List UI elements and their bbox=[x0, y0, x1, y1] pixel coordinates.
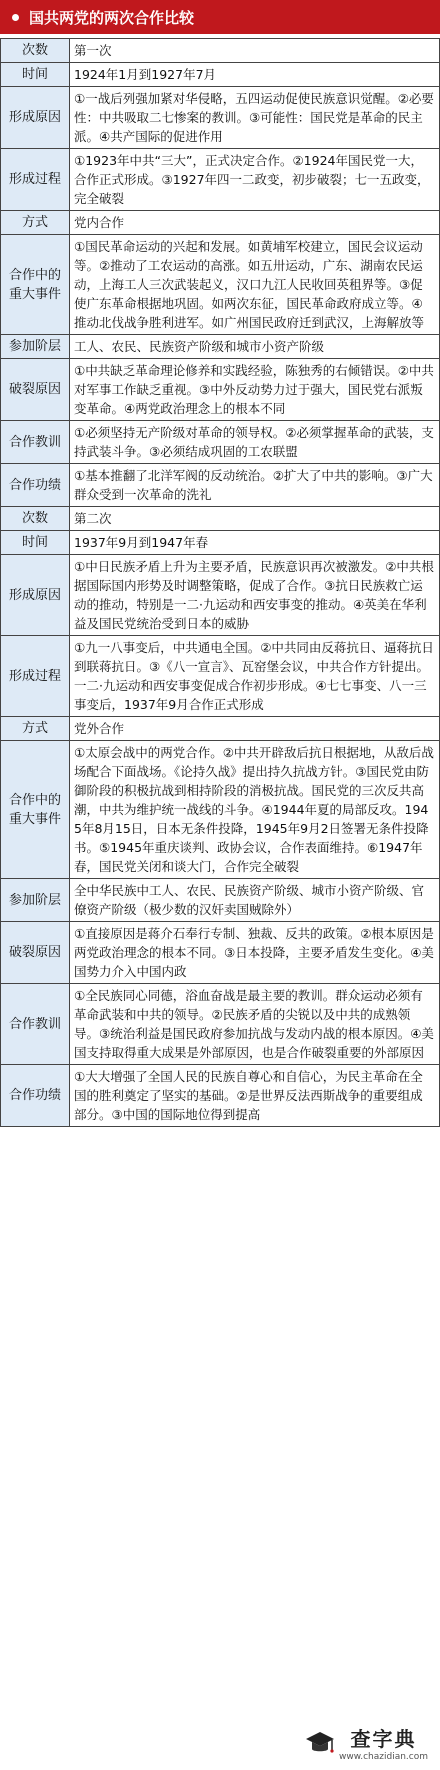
table-row bbox=[1, 335, 440, 359]
row-label: 时间 bbox=[1, 63, 70, 87]
table-row bbox=[1, 717, 440, 741]
row-value: 党外合作 bbox=[70, 717, 440, 741]
table-row bbox=[1, 211, 440, 235]
table-row bbox=[1, 149, 440, 211]
table-row bbox=[1, 741, 440, 879]
row-value: ①太原会战中的两党合作。②中共开辟敌后抗日根据地，从敌后战场配合下面战场。《论持久战》提出持久抗战方针。③国民党由防御阶段的积极抗战到相持阶段的消极抗战。国民党的三次反共高潮，中共为维护统一战线的斗争。④1944年夏的局部反攻。1945年8月15日，日本无条件投降，1945年9月2日签署无条件投降书。⑤1945年重庆谈判、政协会议，合作表面维持。⑥1947年春，国民党关闭和谈大门，合作完全破裂 bbox=[70, 741, 440, 879]
row-value: ①全民族同心同德，浴血奋战是最主要的教训。群众运动必须有革命武装和中共的领导。②民族矛盾的尖锐以及中共的成熟领导。③统治利益是国民政府参加抗战与发动内战的根本原因。④美国支持取得重大成果是外部原因，也是合作破裂重要的外部原因 bbox=[70, 984, 440, 1065]
table-body bbox=[1, 39, 440, 1127]
row-label: 形成过程 bbox=[1, 149, 70, 211]
row-value: ①国民革命运动的兴起和发展。如黄埔军校建立，国民会议运动等。②推动了工农运动的高涨。如五卅运动，广东、湖南农民运动，上海工人三次武装起义，汉口九江人民收回英租界等。③促使广东革命根据地巩固。如两次东征，国民革命政府成立等。④推动北伐战争胜利进军。如广州国民政府迁到武汉，上海解放等 bbox=[70, 235, 440, 335]
row-label: 合作中的重大事件 bbox=[1, 741, 70, 879]
graduation-cap-icon bbox=[305, 1728, 335, 1758]
row-value: ①大大增强了全国人民的民族自尊心和自信心，为民主革命在全国的胜利奠定了坚实的基础。②是世界反法西斯战争的重要组成部分。③中国的国际地位得到提高 bbox=[70, 1065, 440, 1127]
table-row bbox=[1, 507, 440, 531]
row-value: 第一次 bbox=[70, 39, 440, 63]
row-value: ①必须坚持无产阶级对革命的领导权。②必须掌握革命的武装，支持武装斗争。③必须结成巩固的工农联盟 bbox=[70, 421, 440, 464]
row-value: ①直接原因是蒋介石奉行专制、独裁、反共的政策。②根本原因是两党政治理念的根本不同。③日本投降，主要矛盾发生变化。④美国势力介入中国内政 bbox=[70, 922, 440, 984]
table-row bbox=[1, 464, 440, 507]
row-label: 形成原因 bbox=[1, 555, 70, 636]
row-label: 破裂原因 bbox=[1, 922, 70, 984]
table-row bbox=[1, 636, 440, 717]
table-row bbox=[1, 63, 440, 87]
watermark-url: www.chazidian.com bbox=[338, 1752, 428, 1762]
row-label: 合作教训 bbox=[1, 421, 70, 464]
row-label: 时间 bbox=[1, 531, 70, 555]
row-value: ①中日民族矛盾上升为主要矛盾，民族意识再次被激发。②中共根据国际国内形势及时调整策略，促成了合作。③抗日民族救亡运动的推动，特别是一二·九运动和西安事变的推动。④英美在华利益及国民党统治受到日本的威胁 bbox=[70, 555, 440, 636]
row-label: 参加阶层 bbox=[1, 335, 70, 359]
row-label: 形成原因 bbox=[1, 87, 70, 149]
table-row bbox=[1, 39, 440, 63]
page-title: 国共两党的两次合作比较 bbox=[29, 8, 195, 27]
table-row bbox=[1, 1065, 440, 1127]
row-label: 破裂原因 bbox=[1, 359, 70, 421]
row-label: 合作教训 bbox=[1, 984, 70, 1065]
comparison-table bbox=[0, 38, 440, 1127]
table-row bbox=[1, 922, 440, 984]
row-value: ①1923年中共“三大”，正式决定合作。②1924年国民党一大，合作正式形成。③1927年四一二政变，初步破裂；七一五政变，完全破裂 bbox=[70, 149, 440, 211]
row-value: ①一战后列强加紧对华侵略，五四运动促使民族意识觉醒。②必要性：中共吸取二七惨案的教训。③可能性：国民党是革命的民主派。④共产国际的促进作用 bbox=[70, 87, 440, 149]
row-value: 全中华民族中工人、农民、民族资产阶级、城市小资产阶级、官僚资产阶级（极少数的汉奸卖国贼除外） bbox=[70, 879, 440, 922]
row-label: 形成过程 bbox=[1, 636, 70, 717]
row-label: 合作中的重大事件 bbox=[1, 235, 70, 335]
row-label: 次数 bbox=[1, 39, 70, 63]
row-value: ①基本推翻了北洋军阀的反动统治。②扩大了中共的影响。③广大群众受到一次革命的洗礼 bbox=[70, 464, 440, 507]
title-bar bbox=[0, 0, 440, 34]
row-label: 合作功绩 bbox=[1, 1065, 70, 1127]
table-row bbox=[1, 87, 440, 149]
row-value: 1937年9月到1947年春 bbox=[70, 531, 440, 555]
row-value: ①中共缺乏革命理论修养和实践经验，陈独秀的右倾错误。②中共对军事工作缺乏重视。③中外反动势力过于强大，国民党右派叛变革命。④两党政治理念上的根本不同 bbox=[70, 359, 440, 421]
row-label: 参加阶层 bbox=[1, 879, 70, 922]
watermark-name: 查字典 bbox=[350, 1727, 417, 1751]
table-row bbox=[1, 359, 440, 421]
row-label: 合作功绩 bbox=[1, 464, 70, 507]
table-row bbox=[1, 531, 440, 555]
row-value: 1924年1月到1927年7月 bbox=[70, 63, 440, 87]
table-row bbox=[1, 879, 440, 922]
row-value: 党内合作 bbox=[70, 211, 440, 235]
bullet-icon bbox=[12, 14, 19, 21]
row-label: 次数 bbox=[1, 507, 70, 531]
table-row bbox=[1, 235, 440, 335]
watermark bbox=[301, 1721, 432, 1764]
table-row bbox=[1, 421, 440, 464]
table-row bbox=[1, 555, 440, 636]
row-label: 方式 bbox=[1, 717, 70, 741]
row-value: ①九一八事变后，中共通电全国。②中共同由反蒋抗日、逼蒋抗日到联蒋抗日。③《八一宣言》、瓦窑堡会议，中共合作方针提出。一二·九运动和西安事变促成合作初步形成。④七七事变、八一三事变后，1937年9月合作正式形成 bbox=[70, 636, 440, 717]
row-value: 工人、农民、民族资产阶级和城市小资产阶级 bbox=[70, 335, 440, 359]
row-label: 方式 bbox=[1, 211, 70, 235]
table-row bbox=[1, 984, 440, 1065]
row-value: 第二次 bbox=[70, 507, 440, 531]
